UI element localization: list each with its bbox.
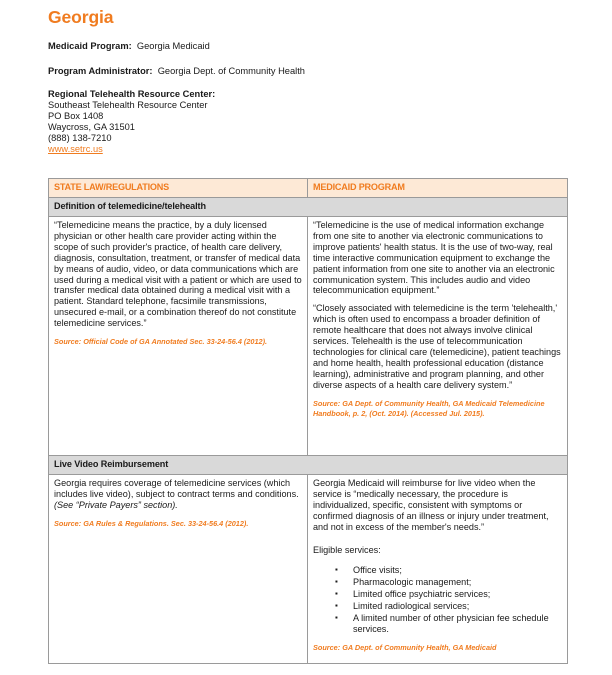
list-item (335, 565, 562, 576)
resource-center-address2: Waycross, GA 31501 (48, 122, 135, 132)
eligible-services-list (313, 565, 562, 634)
table-header-row (49, 179, 568, 198)
state-law-source: Source: Official Code of GA Annotated Sec. 33-24-56.4 (2012). (54, 337, 268, 347)
bullet-icon: ▪ (335, 613, 338, 623)
list-item (335, 577, 562, 588)
table-row (49, 475, 568, 664)
list-item-text: Limited office psychiatric services; (353, 589, 491, 600)
medicaid-source: Source: GA Dept. of Community Health, GA Medicaid Telemedicine Handbook, p. 2, (Oct. 2014). (Accessed Jul. 2015). (313, 398, 545, 418)
state-law-note: (See “Private Payers” section). (54, 499, 178, 510)
program-administrator-line (48, 66, 305, 77)
bullet-icon: ▪ (335, 565, 338, 575)
state-law-cell-live-video (49, 475, 308, 664)
medicaid-cell-live-video (308, 475, 568, 664)
section-row-live-video (49, 456, 568, 475)
medicaid-paragraph: “Telemedicine is the use of medical information exchange from one site to another via electronic communications to improve patients' health status. It is the use of two-way, real time interactive communication equipment to exchange the patient information from one site to another via an electronic communication system. This includes audio and video telecommunication equipment.” (313, 220, 555, 296)
program-administrator-label: Program Administrator: (48, 66, 153, 76)
bullet-icon: ▪ (335, 601, 338, 611)
eligible-services-label: Eligible services: (313, 544, 381, 555)
column-header-medicaid: MEDICAID PROGRAM (308, 179, 568, 198)
state-law-cell-definition (49, 217, 308, 456)
state-law-text: “Telemedicine means the practice, by a duly licensed physician or other health care provider acting within the scope of such provider's practice, of health care delivery, diagnosis, consultation, treatment, or transfer of medical data by means of audio, video, or data communications which are used during a medical visit with a patient or which are used to transfer medical data obtained during a medical visit with a patient. Standard telephone, facsimile transmissions, unsecured e-mail, or a combination thereof do not constitute telemedicine services.” (54, 220, 302, 329)
page-header (48, 0, 568, 154)
medicaid-program-label: Medicaid Program: (48, 41, 132, 51)
list-item-text: Pharmacologic management; (353, 577, 472, 588)
section-row-definition (49, 198, 568, 217)
medicaid-source: Source: GA Dept. of Community Health, GA Medicaid (313, 642, 497, 652)
resource-center-phone: (888) 138-7210 (48, 133, 112, 143)
resource-center-block (48, 89, 215, 155)
medicaid-paragraph: Georgia Medicaid will reimburse for live video when the service is “medically necessary, the procedure is individualized, specific, consistent with symptoms or confirmed diagnosis of an illness or injury under treatment, and not in excess of the member's needs.” (313, 478, 549, 532)
program-administrator-value: Georgia Dept. of Community Health (157, 66, 305, 76)
state-law-text-body: Georgia requires coverage of telemedicine services (which includes live video), subject to contract terms and conditions. (54, 478, 299, 499)
section-title-live-video: Live Video Reimbursement (49, 456, 568, 475)
list-item (335, 613, 562, 635)
resource-center-website-link[interactable]: www.setrc.us (48, 144, 103, 154)
section-title-definition: Definition of telemedicine/telehealth (49, 198, 568, 217)
policy-table (48, 178, 568, 664)
column-header-state-law: STATE LAW/REGULATIONS (49, 179, 308, 198)
table-row (49, 217, 568, 456)
list-item-text: Limited radiological services; (353, 601, 470, 612)
resource-center-address1: PO Box 1408 (48, 111, 104, 121)
list-item-text: Office visits; (353, 565, 402, 576)
list-item-text: A limited number of other physician fee schedule services. (353, 613, 549, 634)
state-title: Georgia (48, 7, 114, 27)
state-law-source: Source: GA Rules & Regulations. Sec. 33-24-56.4 (2012). (54, 518, 249, 528)
list-item (335, 589, 562, 600)
medicaid-cell-definition (308, 217, 568, 456)
list-item (335, 601, 562, 612)
state-law-text (54, 478, 302, 511)
resource-center-name: Southeast Telehealth Resource Center (48, 100, 208, 110)
medicaid-program-line (48, 41, 210, 52)
resource-center-label: Regional Telehealth Resource Center: (48, 89, 216, 99)
medicaid-program-value: Georgia Medicaid (136, 41, 210, 51)
medicaid-paragraph: “Closely associated with telemedicine is the term 'telehealth,' which is often used to encompass a broader definition of remote healthcare that does not always involve clinical services. Telehealth is the use of telecommunication technologies for clinical care (telemedicine), patient teachings and home health, health professional education (distance learning), administrative and program planning, and other diverse aspects of a health care delivery system.” (313, 303, 561, 390)
bullet-icon: ▪ (335, 577, 338, 587)
bullet-icon: ▪ (335, 589, 338, 599)
